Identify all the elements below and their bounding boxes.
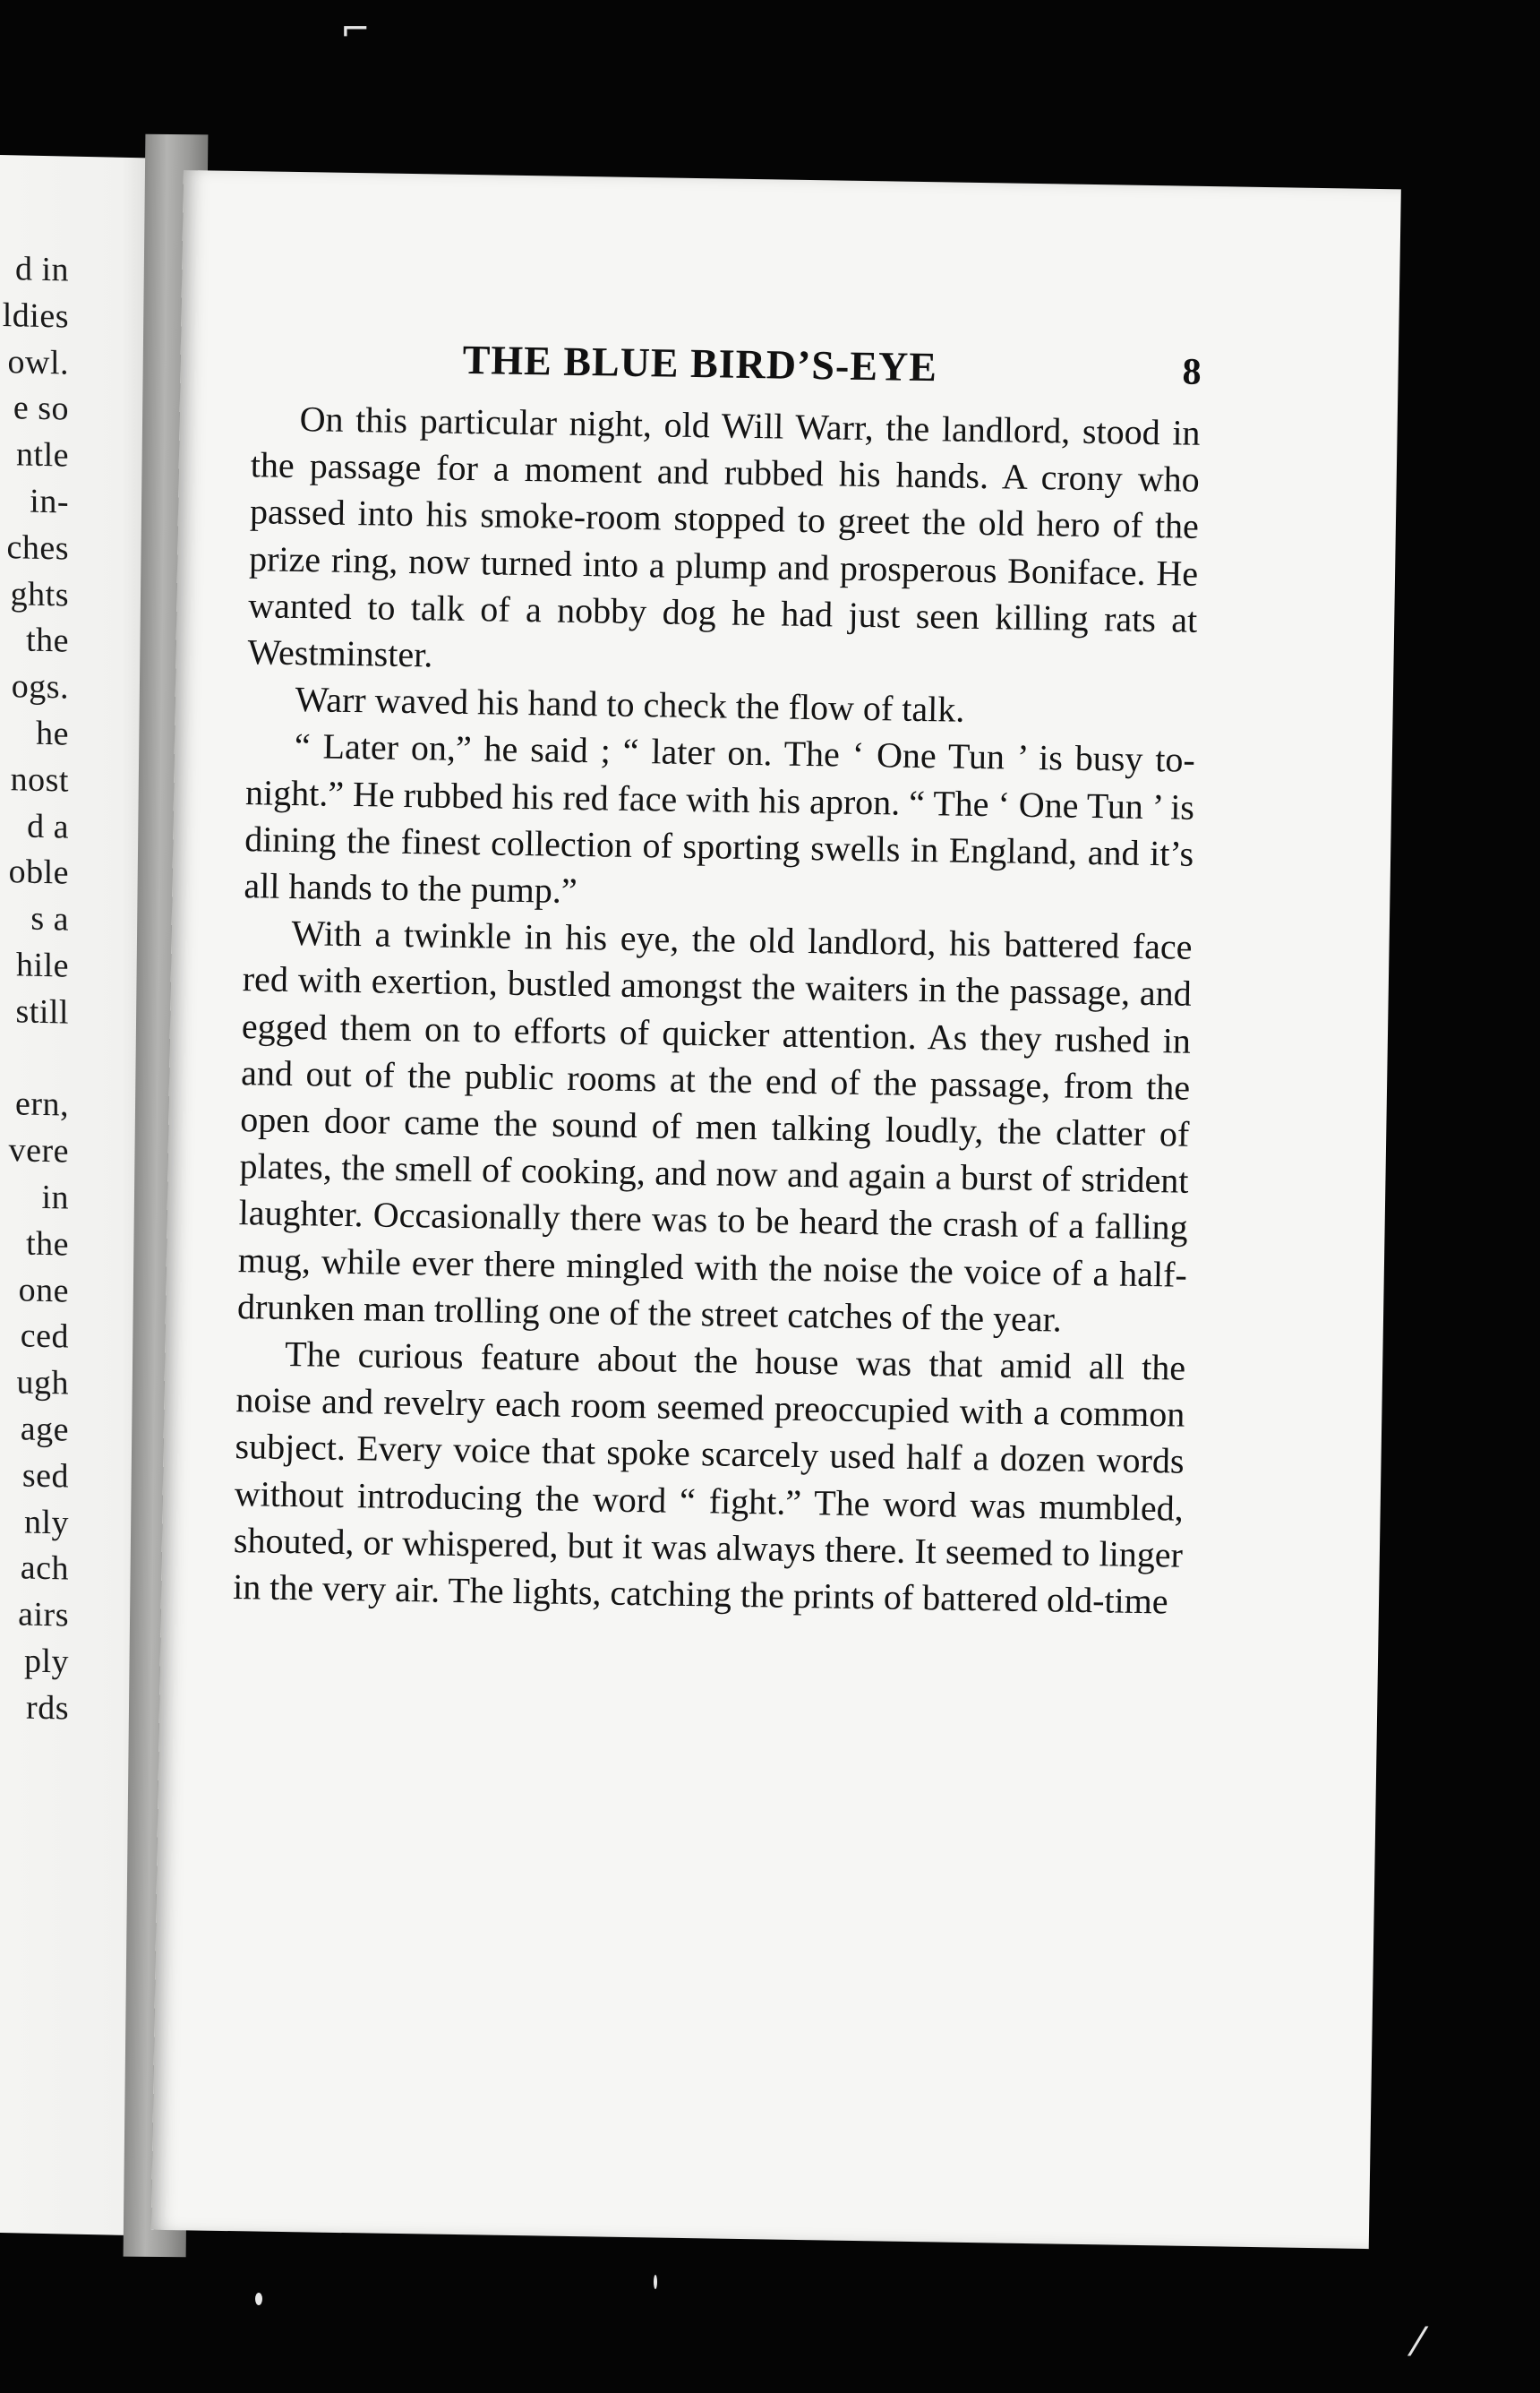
left-page-line: ced — [20, 1317, 69, 1356]
left-page-line: ntle — [16, 435, 69, 475]
left-page-line: s a — [30, 899, 69, 939]
left-page-line: airs — [18, 1595, 69, 1634]
left-page-line: sed — [21, 1456, 69, 1496]
left-page-line: ply — [23, 1642, 69, 1681]
dust-speck — [654, 2275, 657, 2289]
left-page-line: still — [15, 992, 69, 1032]
left-page-line: the — [26, 1224, 69, 1264]
left-page-line: ern, — [14, 1085, 69, 1124]
left-page-line: in — [41, 1178, 69, 1217]
left-page-line: he — [36, 714, 69, 753]
left-page-line: ugh — [16, 1363, 69, 1402]
running-title: THE BLUE BIRD’S-EYE — [462, 336, 938, 390]
paragraph: Warr waved his hand to check the flow of talk. — [295, 679, 965, 730]
left-page-line: in- — [30, 482, 69, 521]
scan-mark: ⁄ — [1415, 2320, 1422, 2365]
left-page-line: ach — [20, 1548, 69, 1588]
left-page-line: ldies — [2, 296, 69, 336]
left-page-line: owl. — [7, 342, 69, 382]
left-page-line: ogs. — [11, 667, 69, 707]
paragraph: On this particular night, old Will Warr, the landlord, stood in the passage for a moment and rubbed his hands. A crony who passed into his smoke-room stopped to greet the old hero of the prize ring, now turned into a plump and prosperous Boniface. He wanted to talk of a nobby dog he had just seen killing rats at Westminster. — [247, 399, 1201, 675]
left-page-line: oble — [8, 853, 69, 892]
left-page-line: vere — [8, 1131, 69, 1171]
book-page — [151, 170, 1401, 2249]
page-content — [233, 332, 1202, 1625]
body-text — [233, 395, 1201, 1625]
left-page-line: age — [20, 1410, 69, 1449]
left-page-line: nly — [23, 1503, 69, 1542]
paragraph: With a twinkle in his eye, the old landlord, his battered face red with exertion, bustled amongst the waiters in the passage, and egged them on to efforts of quicker attention. As they rushed in and out of the public rooms at the end of the passage, from the open door came the sound of men talking loudly, the clatter of plates, the smell of cooking, and now and again a burst of strident laughter. Occasionally there was to be heard the crash of a falling mug, while ever there mingled with the noise the voice of a half-drunken man trolling one of the street catches of the year. — [236, 913, 1193, 1340]
page-number: 8 — [1182, 351, 1202, 393]
left-page-line: nost — [10, 759, 69, 800]
paragraph: The curious feature about the house was that amid all the noise and revelry each room seemed preoccupied with a common subject. Every voice that spoke scarcely used half a dozen words without introducing the word “ fight.” The word was mumbled, shouted, or whispered, but it was always there. It seemed to linger in the very air. The lights, catching the prints of battered old-time — [232, 1334, 1186, 1622]
left-page-line: d a — [27, 807, 69, 846]
left-page-line: d in — [14, 250, 69, 289]
left-page-line: rds — [26, 1688, 69, 1728]
left-page-line: e so — [13, 389, 69, 428]
left-page-line: the — [26, 621, 69, 660]
scan-mark: ⌐ — [340, 9, 371, 50]
dust-speck — [255, 2293, 262, 2305]
left-page-line: ches — [6, 527, 69, 568]
paragraph: “ Later on,” he said ; “ later on. The ‘ One Tun ’ is busy to-night.” He rubbed his red face with his apron. “ The ‘ One Tun ’ is dining the finest collection of sporting swells in England, and it’s all hands to the pump.” — [244, 725, 1196, 912]
left-page-line: ghts — [10, 574, 69, 614]
left-page-line: one — [18, 1270, 69, 1310]
left-page-line: hile — [16, 946, 69, 985]
